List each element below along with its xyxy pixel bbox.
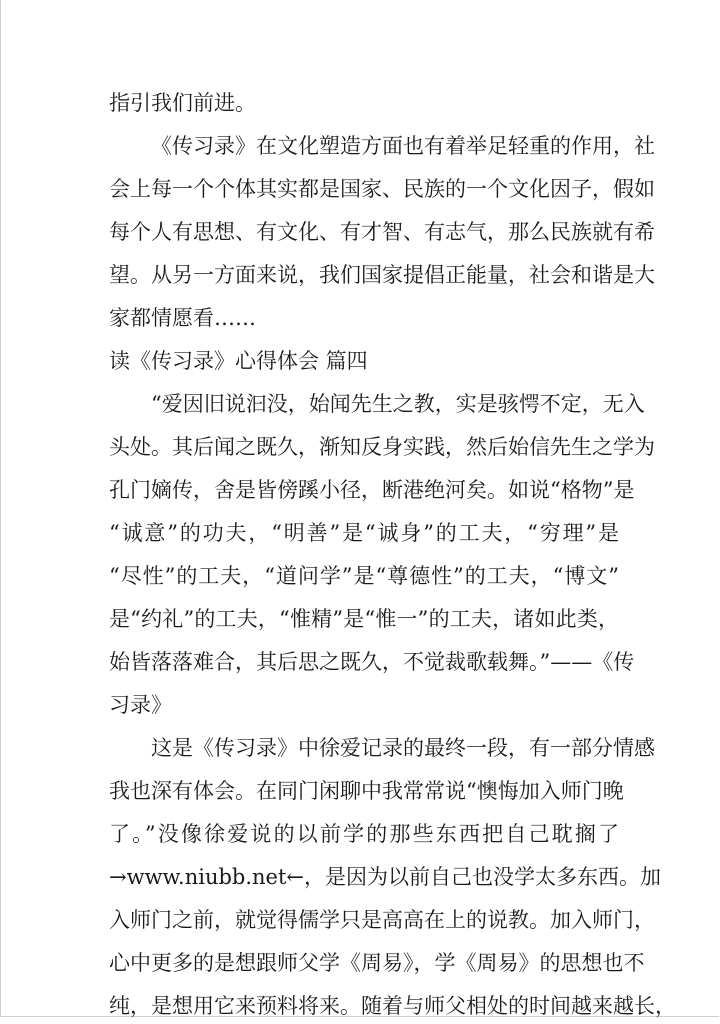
text-line: 是“约礼”的工夫，“惟精”是“惟一”的工夫，诸如此类， xyxy=(109,607,619,631)
text-line: 了。”没像徐爱说的以前学的那些东西把自己耽搁了 xyxy=(109,822,619,846)
text-line: 指引我们前进。 xyxy=(109,91,256,115)
text-line: 每个人有思想、有文化、有才智、有志气，那么民族就有希 xyxy=(109,220,655,244)
text-line: 我也深有体会。在同门闲聊中我常常说“懊悔加入师门晚 xyxy=(109,779,624,803)
text-line: 入师门之前，就觉得儒学只是高高在上的说教。加入师门， xyxy=(109,908,655,932)
text-line: 纯，是想用它来预料将来。随着与师父相处的时间越来越长， xyxy=(109,994,676,1018)
text-line: 望。从另一方面来说，我们国家提倡正能量，社会和谐是大 xyxy=(109,263,655,287)
paragraph-start: 这是《传习录》中徐爱记录的最终一段，有一部分情感 xyxy=(151,736,655,760)
text-line: 始皆落落难合，其后思之既久，不觉裁歌载舞。”——《传 xyxy=(109,650,635,674)
section-heading: 读《传习录》心得体会 篇四 xyxy=(109,349,368,373)
text-line-with-link: →www.niubb.net←，是因为以前自己也没学太多东西。加 xyxy=(109,865,662,889)
text-line: “诚意”的功夫，“明善”是“诚身”的工夫，“穷理”是 xyxy=(109,521,619,545)
text-line: “尽性”的工夫，“道问学”是“尊德性”的工夫，“博文” xyxy=(109,564,619,588)
paragraph-start: “爱因旧说汩没，始闻先生之教，实是骇愕不定，无入 xyxy=(151,392,645,416)
text-line: 家都情愿看…… xyxy=(109,306,256,330)
text-line: 头处。其后闻之既久，渐知反身实践，然后始信先生之学为 xyxy=(109,435,655,459)
text-line: 习录》 xyxy=(109,693,172,717)
text-line: 孔门嫡传，舍是皆傍蹊小径，断港绝河矣。如说“格物”是 xyxy=(109,478,635,502)
text-line: 心中更多的是想跟师父学《周易》，学《周易》的思想也不 xyxy=(109,951,645,975)
paragraph-start: 《传习录》在文化塑造方面也有着举足轻重的作用，社 xyxy=(151,134,655,158)
text-line: 会上每一个个体其实都是国家、民族的一个文化因子，假如 xyxy=(109,177,655,201)
